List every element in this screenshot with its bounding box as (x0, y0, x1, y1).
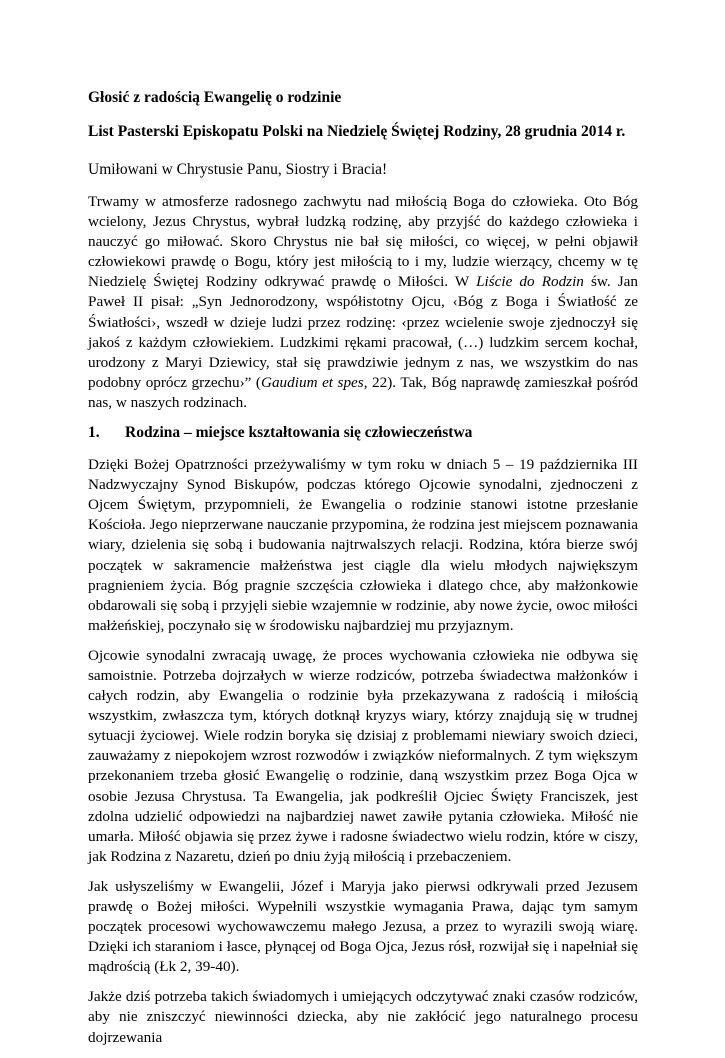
intro-italic-title-1: Liście do Rodzin (476, 273, 584, 291)
section-heading (88, 423, 638, 443)
greeting: Umiłowani w Chrystusie Panu, Siostry i Bracia! (88, 161, 388, 178)
intro-italic-title-2: Gaudium et spes (261, 373, 364, 391)
intro-text-1: Trwamy w atmosferze radosnego zachwytu nad miłością Boga do człowieka. Oto Bóg wcielony, Jezus Chrystus, wybrał ludzką rodzinę, aby przyjść do każdego człowieka i nauczyć go miłować. Skoro Chrystus nie bał się miłości, co więcej, w pełni objawił człowiekowi prawdę o Bogu, który jest miłością to i my, ludzie wierzący, chcemy w tę Niedzielę Świętej Rodziny odkrywać prawdę o Miłości. W (88, 193, 638, 291)
paragraph: Jakże dziś potrzeba takich świadomych i umiejących odczytywać znaki czasów rodziców, aby nie zniszczyć niewinności dziecka, aby nie zakłócić jego naturalnego procesu dojrzewania (88, 988, 638, 1046)
intro-text-3: , 22). Tak, Bóg naprawdę zamieszkał pośród nas, w naszych rodzinach. (88, 373, 638, 411)
intro-paragraph (88, 192, 638, 413)
paragraph: Dzięki Bożej Opatrzności przeżywaliśmy w tym roku w dniach 5 – 19 października III Nadzwyczajny Synod Biskupów, podczas którego Ojcowie synodalni, zjednoczeni z Ojcem Świętym, przypomnieli, że Ewangelia o rodzinie stanowi istotne przesłanie Kościoła. Jego nieprzerwane nauczanie przypomina, że rodzina jest miejscem poznawania wiary, dzielenia się sobą i budowania najtrwalszych relacji. Rodzina, która bierze swój początek w sakramencie małżeństwa jest ciągle dla wielu młodych największym pragnieniem życia. Bóg pragnie szczęścia człowieka i dlatego chce, aby małżonkowie obdarowali się sobą i przyjęli siebie wzajemnie w rodzinie, aby nowe życie, owoc miłości małżeńskiej, poczynało się w środowisku najbardziej mu przyjaznym. (88, 456, 638, 634)
document-subtitle: List Pasterski Episkopatu Polski na Niedzielę Świętej Rodziny, 28 grudnia 2014 r. (88, 123, 626, 140)
document-title: Głosić z radością Ewangelię o rodzinie (88, 89, 342, 106)
section-title: Rodzina – miejsce kształtowania się człowieczeństwa (125, 424, 473, 442)
section-number: 1. (88, 424, 100, 442)
paragraph: Jak usłyszeliśmy w Ewangelii, Józef i Maryja jako pierwsi odkrywali przed Jezusem prawdę o Bożej miłości. Wypełnili wszystkie wymagania Prawa, dając tym samym początek procesowi wychowawczemu małego Jezusa, a przez to wyrazili swoją wiarę. Dzięki ich staraniom i łasce, płynącej od Boga Ojca, Jezus rósł, rozwijał się i napełniał się mądrością (Łk 2, 39-40). (88, 877, 638, 976)
intro-text-2: św. Jan Paweł II pisał: „Syn Jednorodzony, współistotny Ojcu, ‹Bóg z Boga i Światłość ze Światłości›, wszedł w dzieje ludzi przez rodzinę: ‹przez wcielenie swoje zjednoczył się jakoś z każdym człowiekiem. Ludzkimi rękami pracował, (…) ludzkim sercem kochał, urodzony z Maryi Dziewicy, stał się prawdziwie jednym z nas, we wszystkim do nas podobny oprócz grzechu›” ( (88, 273, 638, 391)
paragraph: Ojcowie synodalni zwracają uwagę, że proces wychowania człowieka nie odbywa się samoistnie. Potrzeba dojrzałych w wierze rodziców, potrzeba świadectwa małżonków i całych rodzin, aby Ewangelia o rodzinie była przekazywana z radością i miłością wszystkim, zwłaszcza tym, których dotknął kryzys wiary, którzy znajdują się w trudnej sytuacji życiowej. Wiele rodzin boryka się dzisiaj z problemami niewiary swoich dzieci, zauważamy z niepokojem wzrost rozwodów i związków nieformalnych. Z tym większym przekonaniem trzeba głosić Ewangelię o rodzinie, daną wszystkim przez Boga Ojca w osobie Jezusa Chrystusa. Ta Ewangelia, jak podkreślił Ojciec Święty Franciszek, jest zdolna udzielić odpowiedzi na najbardziej nawet zawiłe pytania człowieka. Miłość nie umarła. Miłość objawia się przez żywe i radosne świadectwo wielu rodzin, które w ciszy, jak Rodzina z Nazaretu, dzień po dniu żyją miłością i przebaczeniem. (88, 646, 638, 865)
document-page (88, 88, 638, 1058)
